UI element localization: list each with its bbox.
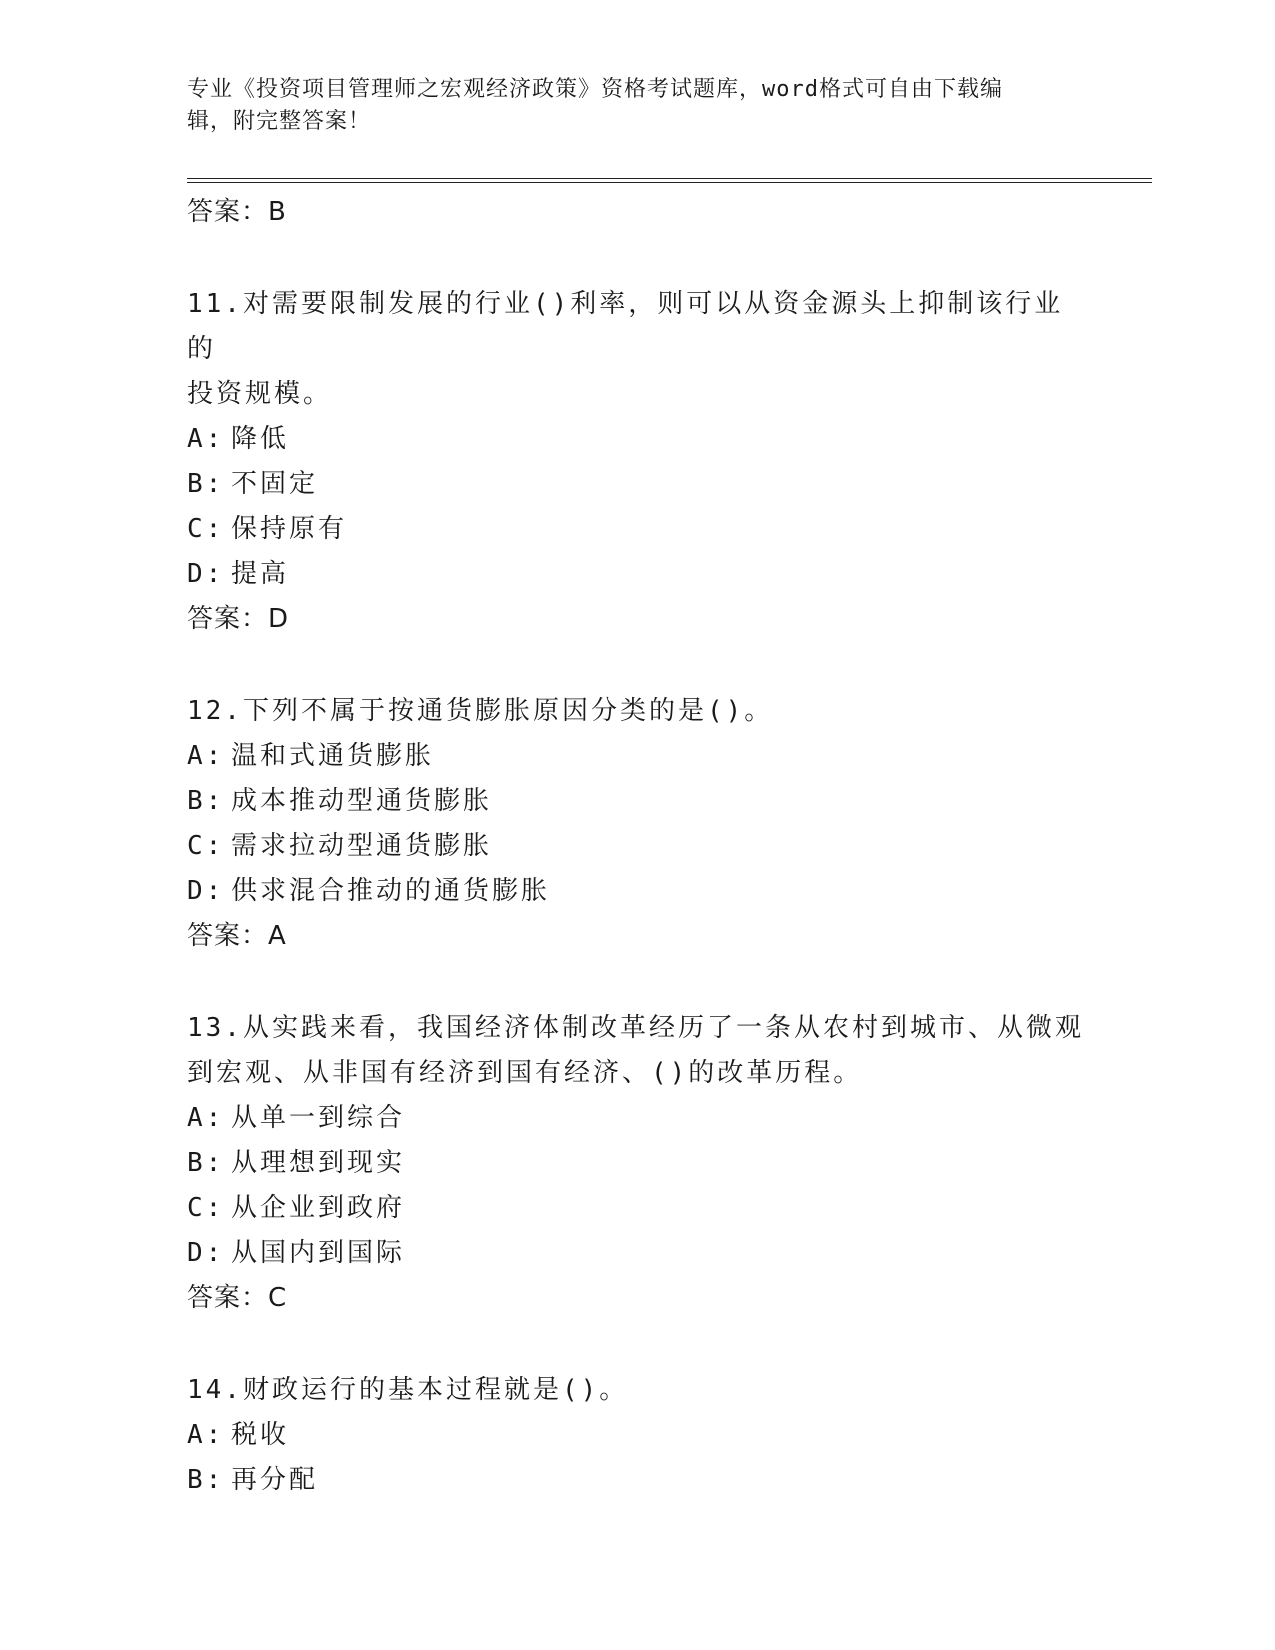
option-text: 税收 (231, 1420, 290, 1450)
option-c (187, 824, 1087, 869)
option-key: B: (187, 1465, 225, 1495)
document-header (187, 74, 1067, 138)
answer: 答案：C (187, 1283, 288, 1313)
question-stem-line-1: 11.对需要限制发展的行业()利率，则可以从资金源头上抑制该行业的 (187, 289, 1064, 364)
option-key: C: (187, 514, 225, 544)
question-stem-line-2: 到宏观、从非国有经济到国有经济、()的改革历程。 (187, 1058, 863, 1088)
option-text: 从单一到综合 (231, 1103, 406, 1133)
option-a (187, 1096, 1087, 1141)
header-line-1: 专业《投资项目管理师之宏观经济政策》资格考试题库，word格式可自由下载编 (187, 77, 1003, 102)
option-c (187, 1186, 1087, 1231)
option-b (187, 1458, 1087, 1503)
option-a (187, 734, 1087, 779)
option-text: 从国内到国际 (231, 1238, 406, 1268)
answer: 答案：A (187, 921, 287, 951)
question-stem-line-1: 13.从实践来看，我国经济体制改革经历了一条从农村到城市、从微观 (187, 1013, 1084, 1043)
option-text: 从理想到现实 (231, 1148, 406, 1178)
question-13 (187, 1006, 1087, 1320)
option-text: 成本推动型通货膨胀 (231, 786, 493, 816)
option-key: B: (187, 469, 225, 499)
header-divider-top (187, 178, 1152, 179)
option-key: C: (187, 1193, 225, 1223)
option-key: A: (187, 1420, 225, 1450)
option-text: 供求混合推动的通货膨胀 (231, 876, 551, 906)
option-text: 保持原有 (231, 514, 348, 544)
question-list (187, 190, 1087, 1503)
question-12 (187, 689, 1087, 958)
option-key: A: (187, 424, 225, 454)
option-a (187, 417, 1087, 462)
option-text: 不固定 (231, 469, 319, 499)
option-key: A: (187, 741, 225, 771)
option-key: D: (187, 876, 225, 906)
option-text: 提高 (231, 559, 290, 589)
option-key: D: (187, 559, 225, 589)
question-stem-line-1: 14.财政运行的基本过程就是()。 (187, 1375, 629, 1405)
option-b (187, 1141, 1087, 1186)
option-text: 温和式通货膨胀 (231, 741, 435, 771)
option-key: B: (187, 786, 225, 816)
question-stem-line-1: 12.下列不属于按通货膨胀原因分类的是()。 (187, 696, 774, 726)
option-text: 再分配 (231, 1465, 319, 1495)
header-divider-bottom (187, 182, 1152, 183)
option-d (187, 1231, 1087, 1276)
option-d (187, 869, 1087, 914)
answer-previous: 答案：B (187, 197, 287, 227)
option-key: B: (187, 1148, 225, 1178)
question-stem-line-2: 投资规模。 (187, 379, 333, 409)
option-key: C: (187, 831, 225, 861)
option-b (187, 779, 1087, 824)
option-key: D: (187, 1238, 225, 1268)
question-11 (187, 282, 1087, 641)
option-a (187, 1413, 1087, 1458)
option-key: A: (187, 1103, 225, 1133)
answer: 答案：D (187, 604, 290, 634)
option-text: 从企业到政府 (231, 1193, 406, 1223)
option-text: 需求拉动型通货膨胀 (231, 831, 493, 861)
question-14 (187, 1368, 1087, 1503)
option-text: 降低 (231, 424, 290, 454)
header-line-2: 辑，附完整答案！ (187, 109, 372, 134)
option-c (187, 507, 1087, 552)
option-b (187, 462, 1087, 507)
option-d (187, 552, 1087, 597)
